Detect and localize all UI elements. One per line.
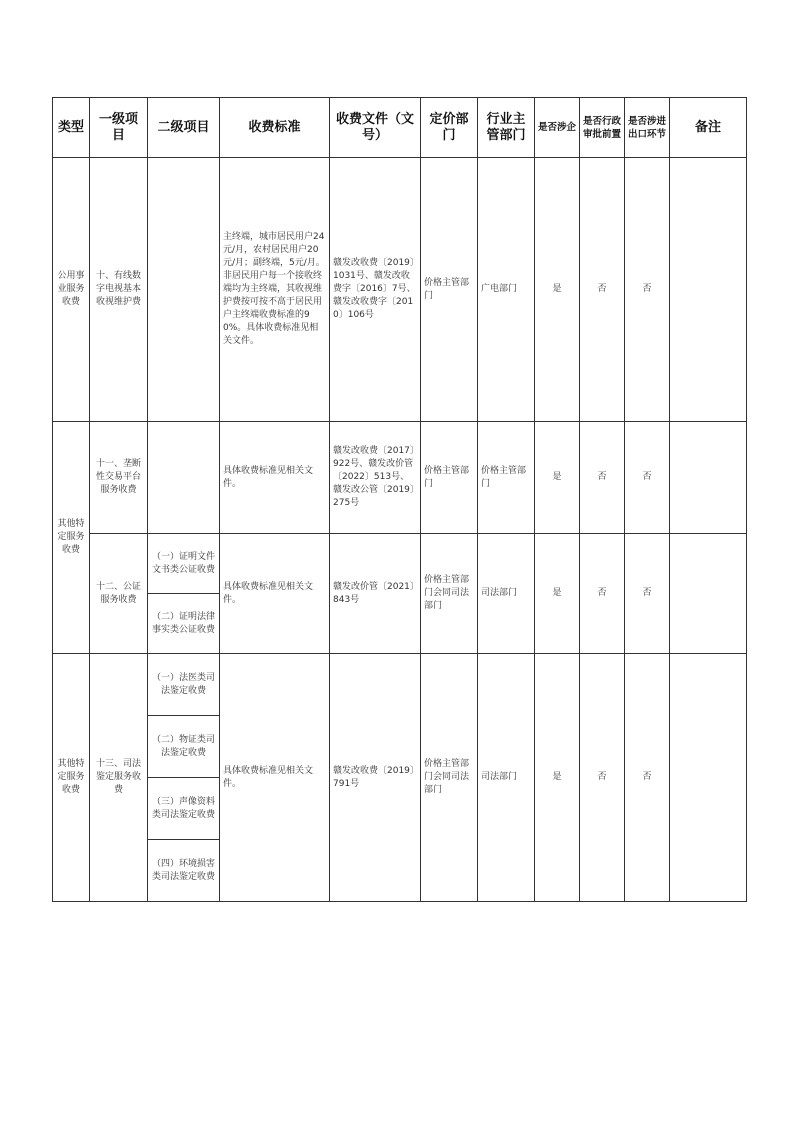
header-standard: 收费标准 bbox=[220, 98, 330, 158]
cell-level2 bbox=[148, 422, 220, 534]
header-remarks: 备注 bbox=[670, 98, 747, 158]
cell-level1: 十三、司法鉴定服务收费 bbox=[90, 654, 148, 902]
cell-industry-dept: 广电部门 bbox=[478, 158, 535, 422]
table-row-forensic bbox=[53, 654, 747, 716]
header-level2: 二级项目 bbox=[148, 98, 220, 158]
cell-level2-sub1: （一）证明文件文书类公证收费 bbox=[148, 534, 220, 594]
cell-type: 其他特定服务收费 bbox=[53, 654, 90, 902]
header-involve-enterprise: 是否涉企 bbox=[535, 98, 580, 158]
cell-level1: 十、有线数字电视基本收视维护费 bbox=[90, 158, 148, 422]
header-admin-approval: 是否行政审批前置 bbox=[580, 98, 625, 158]
cell-type: 公用事业服务收费 bbox=[53, 158, 90, 422]
header-pricing-dept: 定价部门 bbox=[421, 98, 478, 158]
cell-import-export: 否 bbox=[625, 534, 670, 654]
cell-import-export: 否 bbox=[625, 654, 670, 902]
cell-pricing-dept: 价格主管部门会同司法部门 bbox=[421, 654, 478, 902]
cell-pricing-dept: 价格主管部门会同司法部门 bbox=[421, 534, 478, 654]
cell-document: 赣发改收费〔2019〕791号 bbox=[330, 654, 421, 902]
cell-document: 赣发改收费〔2017〕922号、赣发改价管〔2022〕513号、赣发改公管〔2019〕275号 bbox=[330, 422, 421, 534]
cell-involve-enterprise: 是 bbox=[535, 422, 580, 534]
cell-industry-dept: 司法部门 bbox=[478, 534, 535, 654]
cell-involve-enterprise: 是 bbox=[535, 158, 580, 422]
cell-import-export: 否 bbox=[625, 158, 670, 422]
cell-level1: 十二、公证服务收费 bbox=[90, 534, 148, 654]
cell-industry-dept: 价格主管部门 bbox=[478, 422, 535, 534]
cell-remarks bbox=[670, 422, 747, 534]
cell-level2-sub2: （二）证明法律事实类公证收费 bbox=[148, 594, 220, 654]
cell-admin-approval: 否 bbox=[580, 534, 625, 654]
header-row bbox=[53, 98, 747, 158]
cell-standard: 具体收费标准见相关文件。 bbox=[220, 534, 330, 654]
cell-involve-enterprise: 是 bbox=[535, 654, 580, 902]
table-row-cable bbox=[53, 158, 747, 422]
cell-industry-dept: 司法部门 bbox=[478, 654, 535, 902]
cell-level2-sub4: （四）环境损害类司法鉴定收费 bbox=[148, 840, 220, 902]
cell-remarks bbox=[670, 654, 747, 902]
cell-standard: 主终端，城市居民用户24元/月，农村居民用户20元/月；副终端，5元/月。非居民用户每一个接收终端均为主终端，其收视维护费按可按不高于居民用户主终端收费标准的90%。具体收费标准见相关文件。 bbox=[220, 158, 330, 422]
cell-pricing-dept: 价格主管部门 bbox=[421, 158, 478, 422]
cell-pricing-dept: 价格主管部门 bbox=[421, 422, 478, 534]
cell-admin-approval: 否 bbox=[580, 158, 625, 422]
header-industry-dept: 行业主管部门 bbox=[478, 98, 535, 158]
cell-type-group: 其他特定服务收费 bbox=[53, 422, 90, 654]
fee-table bbox=[52, 97, 747, 902]
cell-level2-sub1: （一）法医类司法鉴定收费 bbox=[148, 654, 220, 716]
cell-level2-sub2: （二）物证类司法鉴定收费 bbox=[148, 716, 220, 778]
cell-document: 赣发改收费〔2019〕1031号、赣发改收费字〔2016〕7号、赣发改收费字〔2010〕106号 bbox=[330, 158, 421, 422]
cell-admin-approval: 否 bbox=[580, 654, 625, 902]
table-row-monopoly bbox=[53, 422, 747, 534]
cell-standard: 具体收费标准见相关文件。 bbox=[220, 654, 330, 902]
header-level1: 一级项目 bbox=[90, 98, 148, 158]
cell-document: 赣发改价管〔2021〕843号 bbox=[330, 534, 421, 654]
header-import-export: 是否涉进出口环节 bbox=[625, 98, 670, 158]
cell-level2-sub3: （三）声像资料类司法鉴定收费 bbox=[148, 778, 220, 840]
cell-standard: 具体收费标准见相关文件。 bbox=[220, 422, 330, 534]
cell-involve-enterprise: 是 bbox=[535, 534, 580, 654]
table-row-notary bbox=[53, 534, 747, 594]
cell-remarks bbox=[670, 534, 747, 654]
cell-import-export: 否 bbox=[625, 422, 670, 534]
cell-level2 bbox=[148, 158, 220, 422]
header-type: 类型 bbox=[53, 98, 90, 158]
cell-remarks bbox=[670, 158, 747, 422]
cell-admin-approval: 否 bbox=[580, 422, 625, 534]
cell-level1: 十一、垄断性交易平台服务收费 bbox=[90, 422, 148, 534]
header-document: 收费文件（文号） bbox=[330, 98, 421, 158]
